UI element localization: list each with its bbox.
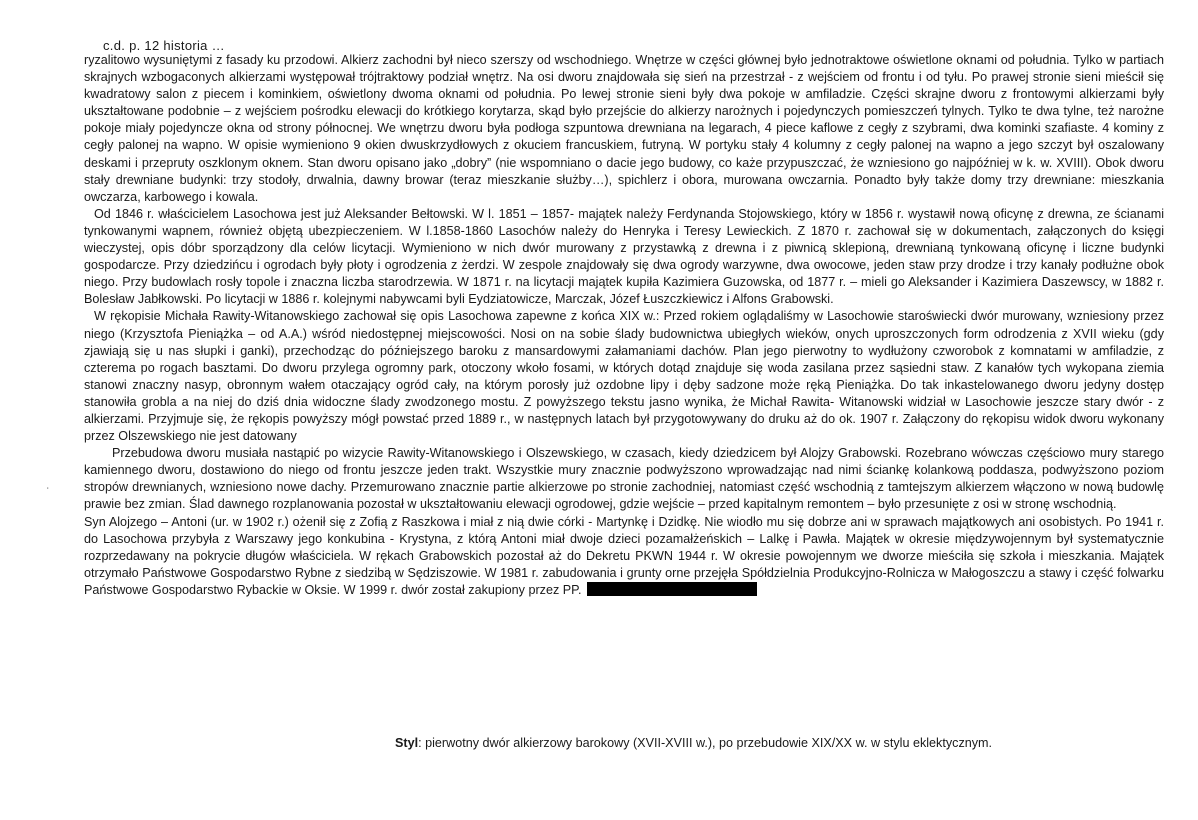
style-label: Styl xyxy=(395,736,419,750)
redaction-bar xyxy=(587,582,757,596)
paragraph-xx-wiek-text: Syn Alojzego – Antoni (ur. w 1902 r.) ożenił się z Zofią z Raszkowa i miał z nią dwie córki - Martynkę i Dzidkę. Nie wiodło mu się dobrze ani w sprawach majątkowych ani osobistych. Po 1941 r. do Lasochowa przybyła z Warszawy jego konkubina - Krystyna, z którą Antoni miał dwoje dzieci pozamałżeńskich – Lalkę i Pawła. Majątek w okresie międzywojennym był systematycznie rozprzedawany na pokrycie długów właściciela. W rękach Grabowskich pozostał aż do Dekretu PKWN 1944 r. W okresie powojennym we dworze mieściła się szkoła i mieszkania. Majątek otrzymało Państwowe Gospodarstwo Rybne z siedzibą w Sędziszowie. W 1981 r. zabudowania i grunty orne przejęła Spółdzielnia Produkcyjno-Rolnicza w Małogoszczu a stawy i część folwarku Państwowe Gospodarstwo Rybackie w Oksie. W 1999 r. dwór został zakupiony przez PP. xyxy=(84,514,1164,597)
margin-mark: ˌ xyxy=(46,478,50,490)
paragraph-xx-wiek xyxy=(84,514,1164,599)
paragraph-przebudowa: Przebudowa dworu musiała nastąpić po wizycie Rawity-Witanowskiego i Olszewskiego, w czasach, kiedy dziedzicem był Alojzy Grabowski. Rozebrano wówczas częściowo mury starego kamiennego dworu, dostawiono do niego od frontu jeszcze jeden trakt. Wszystkie mury znacznie podwyższono wprowadzając nad nimi ściankę kolankową poddasza, podwyższono poziom stropów drewnianych, wzniesiono nowe dachy. Przemurowano znacznie partie alkierzowe po stronie zachodniej, natomiast część wschodnią z tamtejszym alkierzem włączono w nową budowlę prawie bez zmian. Ślad dawnego rozplanowania pozostał w ukształtowaniu elewacji ogrodowej, gdzie wejście – przed kapitalnym remontem – było przesunięte z osi w stronę wschodnią. xyxy=(84,446,1164,512)
document-body xyxy=(84,52,1164,599)
paragraph-wlasciciele: Od 1846 r. właścicielem Lasochowa jest już Aleksander Bełtowski. W l. 1851 – 1857- majątek należy Ferdynanda Stojowskiego, który w 1856 r. wystawił nową oficynę z drewna, ze ścianami tynkowanymi wapnem, również objętą ubezpieczeniem. W l.1858-1860 Lasochów należy do Henryka i Teresy Lewieckich. Z 1870 r. zachował się w dokumentach, załączonych do księgi wieczystej, opis dóbr sporządzony dla celów licytacji. Wymieniono w nich dwór murowany z przystawką z drewna i z piwnicą sklepioną, drewnianą tynkowaną oficynę i liczne budynki gospodarcze. Przy dziedzińcu i ogrodach były płoty i ogrodzenia z żerdzi. W zespole znajdowały się dwa ogrody warzywne, dwa owocowe, jeden staw przy drodze i trzy kanały podłużne obok niego. Przy budowlach rosły topole i znaczna liczba starodrzewia. W 1871 r. na licytacji majątek kupiła Kazimiera Guzowska, od 1877 r. – mieli go Aleksander i Kazimiera Daszewscy, w 1882 r. Bolesław Jabłkowski. Po licytacji w 1886 r. kolejnymi nabywcami byli Eydziatowicze, Marczak, Józef Łuszczkiewicz i Alfons Grabowski. xyxy=(84,206,1164,307)
paragraph-dwor-opis: ryzalitowo wysuniętymi z fasady ku przodowi. Alkierz zachodni był nieco szerszy od wschodniego. Wnętrze w części głównej było jednotraktowe oświetlone oknami od południa. Tylko w partiach skrajnych wzbogaconych alkierzami występował trójtraktowy podział wnętrz. Na osi dworu znajdowała się sień na przestrzał - z wejściem od frontu i od tyłu. Po prawej stronie sieni mieścił się kwadratowy salon z piecem i kominkiem, oświetlony dwoma oknami od południa. Po lewej stronie sieni były dwa pokoje w amfiladzie. Części skrajne dworu z frontowymi alkierzami były ukształtowane podobnie – z wejściem pośrodku elewacji do krótkiego korytarza, skąd było przejście do alkierzy narożnych i pojedynczych pomieszczeń tylnych. Tylko te dwa tylne, też narożne pokoje miały pojedyncze okna od strony północnej. We wnętrzu dworu była podłoga szpuntowa drewniana na legarach, 4 piece kaflowe z cegły z szybrami, dwa kominki szafiaste. 4 kominy z cegły palonej na wapno. W opisie wymieniono 9 okien dwuskrzydłowych z okuciem francuskiem, futryną. W portyku stały 4 kolumny z cegły palonej na wapno a jego szczyt był oszalowany deskami i przepruty oszklonym oknem. Stan dworu opisano jako „dobry” (nie wspomniano o dacie jego budowy, co każe przypuszczać, że wzniesiono go najpóźniej w k. w. XVIII). Obok dworu stały drewniane budynki: trzy stodoły, drwalnia, dawny browar (teraz mieszkanie służby…), spichlerz i obora, murowana owczarnia. Ponadto były także domy trzy drewniane: mieszkania owczarza, karbowego i kowala. xyxy=(84,53,1164,204)
paragraph-rekopis: W rękopisie Michała Rawity-Witanowskiego zachował się opis Lasochowa zapewne z końca XIX w.: Przed rokiem oglądaliśmy w Lasochowie staroświecki dwór murowany, wzniesiony przez niego (Krzysztofa Pieniążka – od A.A.) wśród niedostępnej miejscowości. Nosi on na sobie ślady budownictwa ubiegłych wieków, onych uproszczonych form odrodzenia z XVII wieku (gdy zjawiają się u nas słupki i ganki), przechodząc do późniejszego baroku z mansardowymi załamaniami dachów. Plan jego pierwotny to wydłużony czworobok z komnatami w amfiladzie, z czterema po rogach basztami. Do dworu przylega ogromny park, otoczony wkoło fosami, w których dotąd znajduje się woda zasilana przez sąsiedni staw. Z kanałów tych wykopana ziemia stanowi znaczny nasyp, obronnym wałem otaczający ogród cały, na którym porosły już ozdobne lipy i dęby sadzone może ręką Pieniążka. Do tak inkastelowanego dworu jedyny dostęp stanowiła grobla a na niej do dziś dnia widoczne ślady zwodzonego mostu. Z powyższego tekstu jasno wynika, że Michał Rawita- Witanowski widział w Lasochowie jeszcze stary dwór - z alkierzami. Przyjmuje się, że rękopis powyższy mógł powstać przed 1889 r., w następnych latach był przygotowywany do druku aż do ok. 1907 r. Załączony do rękopisu widok dworu wykonany przez Olszewskiego nie jest datowany xyxy=(84,309,1164,444)
page-header: c.d. p. 12 historia … xyxy=(103,38,225,53)
style-summary xyxy=(395,736,992,750)
style-text: : pierwotny dwór alkierzowy barokowy (XVII-XVIII w.), po przebudowie XIX/XX w. w stylu eklektycznym. xyxy=(418,736,993,750)
